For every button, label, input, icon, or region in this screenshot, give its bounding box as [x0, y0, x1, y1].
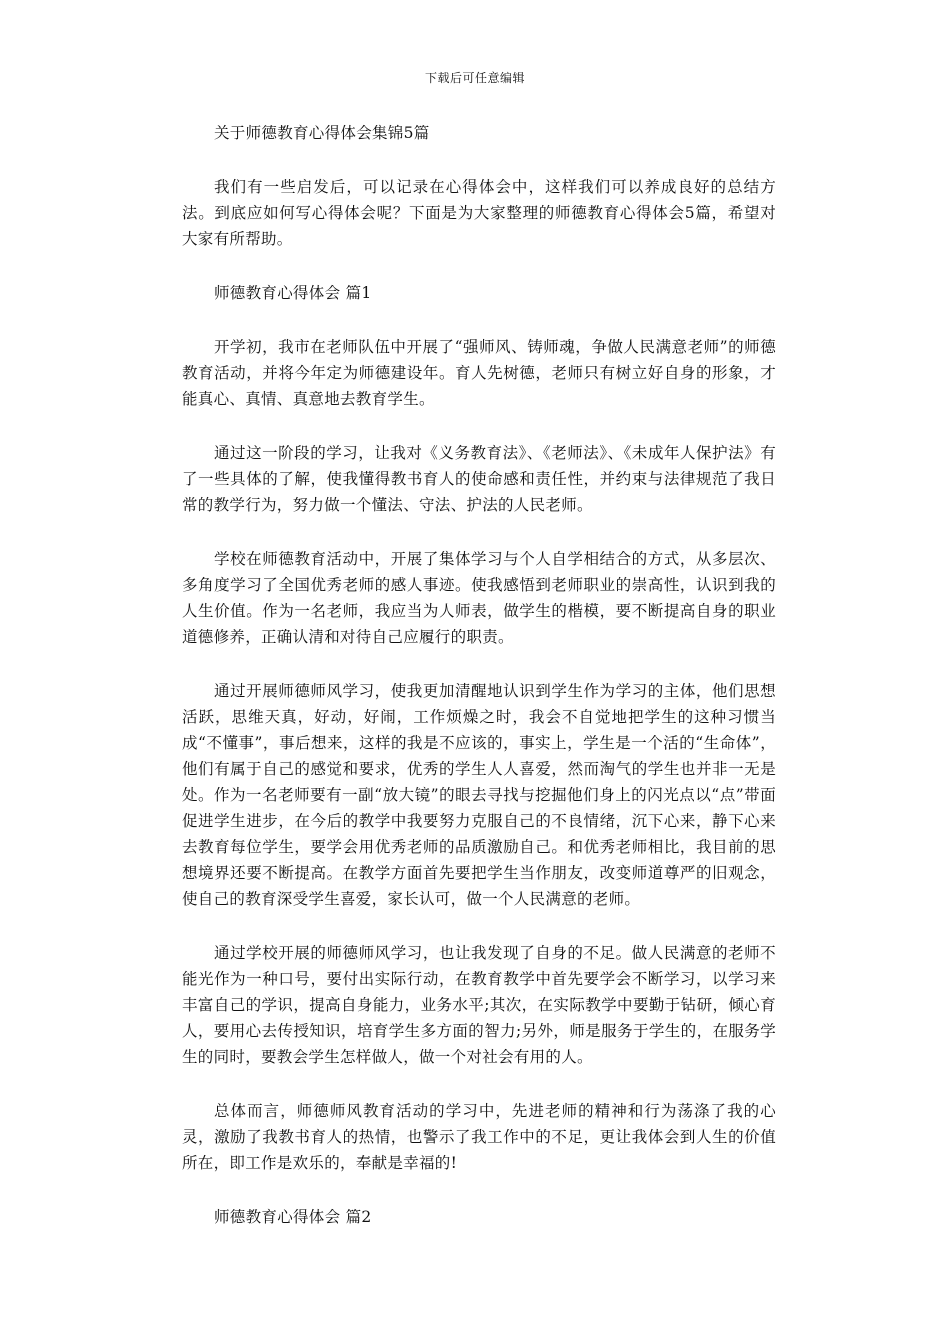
spacer [182, 146, 776, 174]
section-1-paragraph-5: 通过学校开展的师德师风学习，也让我发现了自身的不足。做人民满意的老师不能光作为一种口号，要付出实际行动，在教育教学中首先要学会不断学习，以学习来丰富自己的学识，提高自身能力，业务水平;其次，在实际教学中要勤于钻研，倾心育人，要用心去传授知识，培育学生多方面的智力;另外，师是服务于学生的，在服务学生的同时，要教会学生怎样做人，做一个对社会有用的人。 [182, 944, 776, 1066]
section-1-paragraph-6: 总体而言，师德师风教育活动的学习中，先进老师的精神和行为荡涤了我的心灵，激励了我教书育人的热情，也警示了我工作中的不足，更让我体会到人生的价值所在，即工作是欢乐的，奉献是幸福的! [182, 1102, 776, 1172]
spacer [182, 252, 776, 280]
section-1-heading: 师德教育心得体会 篇1 [214, 284, 372, 302]
section-1-paragraph-1: 开学初，我市在老师队伍中开展了“强师风、铸师魂，争做人民满意老师”的师德教育活动，并将今年定为师德建设年。育人先树德，老师只有树立好自身的形象，才能真心、真情、真意地去教育学生。 [182, 338, 776, 408]
spacer [182, 650, 776, 678]
spacer [182, 412, 776, 440]
spacer [182, 306, 776, 334]
section-2-heading: 师德教育心得体会 篇2 [214, 1208, 372, 1226]
page-header-note: 下载后可任意编辑 [424, 71, 525, 85]
section-1-paragraph-4: 通过开展师德师风学习，使我更加清醒地认识到学生作为学习的主体，他们思想活跃，思维天真，好动，好闹，工作烦燥之时，我会不自觉地把学生的这种习惯当成“不懂事”，事后想来，这样的我是不应该的，事实上，学生是一个活的“生命体”，他们有属于自己的感觉和要求，优秀的学生人人喜爱，然而淘气的学生也并非一无是处。作为一名老师要有一副“放大镜”的眼去寻找与挖掘他们身上的闪光点以“点”带面促进学生进步，在今后的教学中我要努力克服自己的不良情绪，沉下心来，静下心来去教育每位学生，要学会用优秀老师的品质激励自己。和优秀老师相比，我目前的思想境界还要不断提高。在教学方面首先要把学生当作朋友，改变师道尊严的旧观念，使自己的教育深受学生喜爱，家长认可，做一个人民满意的老师。 [182, 682, 776, 908]
document-body [182, 120, 776, 1230]
intro-paragraph: 我们有一些启发后，可以记录在心得体会中，这样我们可以养成良好的总结方法。到底应如何写心得体会呢？下面是为大家整理的师德教育心得体会5篇，希望对大家有所帮助。 [182, 178, 776, 248]
spacer [182, 912, 776, 940]
spacer [182, 518, 776, 546]
spacer [182, 1070, 776, 1098]
spacer [182, 1176, 776, 1204]
section-1-paragraph-2: 通过这一阶段的学习，让我对《义务教育法》、《老师法》、《未成年人保护法》有了一些具体的了解，使我懂得教书育人的使命感和责任性，并约束与法律规范了我日常的教学行为，努力做一个懂法、守法、护法的人民老师。 [182, 444, 776, 514]
section-1-paragraph-3: 学校在师德教育活动中，开展了集体学习与个人自学相结合的方式，从多层次、多角度学习了全国优秀老师的感人事迹。使我感悟到老师职业的崇高性，认识到我的人生价值。作为一名老师，我应当为人师表，做学生的楷模，要不断提高自身的职业道德修养，正确认清和对待自己应履行的职责。 [182, 550, 776, 646]
document-title: 关于师德教育心得体会集锦5篇 [214, 124, 430, 142]
